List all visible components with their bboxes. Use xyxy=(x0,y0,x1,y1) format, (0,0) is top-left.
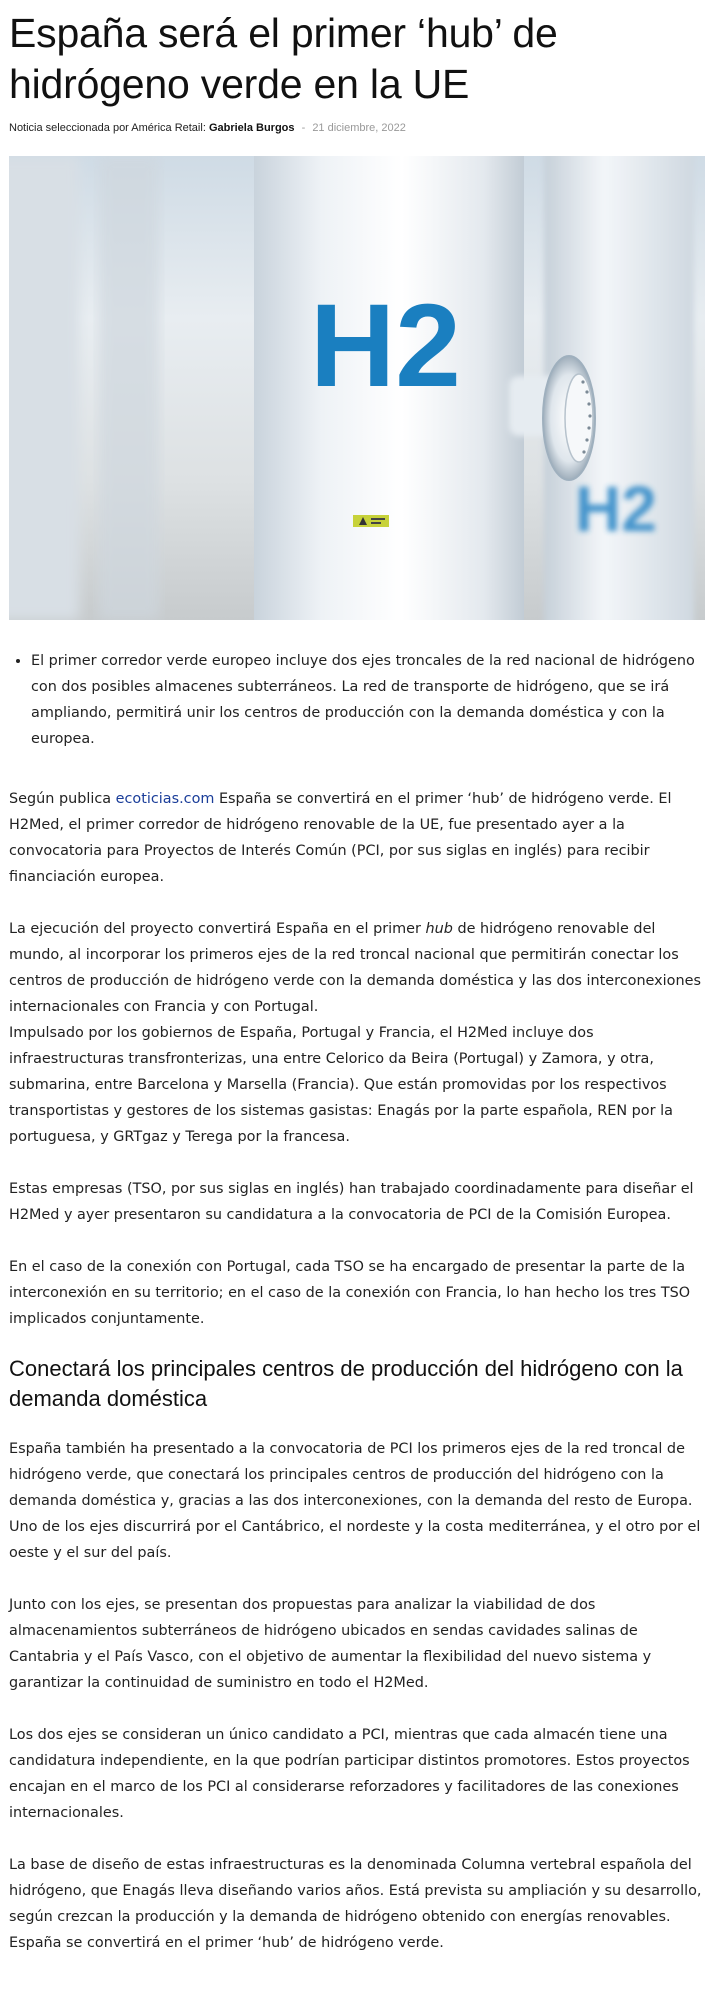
paragraph-2-pre: La ejecución del proyecto convertirá España en el primer xyxy=(9,921,426,937)
paragraph-2 xyxy=(9,916,704,1020)
paragraph-1-post: España se convertirá en el primer ‘hub’ de hidrógeno verde. El H2Med, el primer corredor de hidrógeno renovable de la UE, fue presentado ayer a la convocatoria para Proyectos de Interés Común (PCI, por sus siglas en inglés) para recibir financiación europea. xyxy=(9,791,672,885)
paragraph-3: Impulsado por los gobiernos de España, Portugal y Francia, el H2Med incluye dos infraestructuras transfronterizas, una entre Celorico da Beira (Portugal) y Zamora, y otra, submarina, entre Barcelona y Marsella (Francia). Que están promovidas por los respectivos transportistas y gestores de los sistemas gasistas: Enagás por la parte española, REN por la portuguesa, y GRTgaz y Terega por la francesa. xyxy=(9,1025,673,1145)
summary-bullet-list xyxy=(9,648,704,752)
publish-date: 21 diciembre, 2022 xyxy=(312,122,406,134)
meta-prefix: Noticia seleccionada por América Retail: xyxy=(9,122,206,134)
paragraph-1-pre: Según publica xyxy=(9,791,116,807)
h2-label-secondary: H2 xyxy=(575,473,657,545)
paragraph-1 xyxy=(9,786,704,890)
paragraph-6: España también ha presentado a la convocatoria de PCI los primeros ejes de la red troncal de hidrógeno verde, que conectará los principales centros de producción del hidrógeno con la demanda doméstica y, gracias a las dos interconexiones, con la demanda del resto de Europa. Uno de los ejes discurrirá por el Cantábrico, el nordeste y la costa mediterránea, y el otro por el oeste y el sur del país. xyxy=(9,1441,701,1561)
paragraph-8: Los dos ejes se consideran un único candidato a PCI, mientras que cada almacén tiene una candidatura independiente, en la que podrían participar distintos promotores. Estos proyectos encajan en el marco de los PCI al considerarse reforzadores y facilitadores de las conexiones internacionales. xyxy=(9,1727,690,1821)
meta-separator: - xyxy=(301,122,306,134)
ecoticias-link[interactable]: ecoticias.com xyxy=(115,791,215,807)
paragraph-5: En el caso de la conexión con Portugal, cada TSO se ha encargado de presentar la parte de la interconexión en su territorio; en el caso de la conexión con Francia, lo han hecho los tres TSO implicados conjuntamente. xyxy=(9,1259,691,1327)
paragraph-2-post: de hidrógeno renovable del mundo, al incorporar los primeros ejes de la red troncal nacional que permitirán conectar los centros de producción de hidrógeno verde con la demanda doméstica y las dos interconexiones internacionales con Francia y con Portugal. xyxy=(9,921,701,1015)
author-link[interactable]: Gabriela Burgos xyxy=(208,122,295,134)
summary-bullet: • El primer corredor verde europeo incluye dos ejes troncales de la red nacional de hidrógeno con dos posibles almacenes subterráneos. La red de transporte de hidrógeno, que se irá ampliando, permitirá unir los centros de producción con la demanda doméstica y con la europea. xyxy=(31,648,704,752)
article-title: España será el primer ‘hub’ de hidrógeno verde en la UE xyxy=(9,10,558,107)
paragraph-4: Estas empresas (TSO, por sus siglas en inglés) han trabajado coordinadamente para diseñar el H2Med y ayer presentaron su candidatura a la convocatoria de PCI de la Comisión Europea. xyxy=(9,1181,694,1223)
hydrogen-tanks-illustration xyxy=(9,156,705,620)
section-subheading: Conectará los principales centros de producción del hidrógeno con la demanda doméstica xyxy=(9,1356,683,1411)
paragraph-9: La base de diseño de estas infraestructuras es la denominada Columna vertebral española del hidrógeno, que Enagás lleva diseñando varios años. Está prevista su ampliación y su desarrollo, según crezcan la producción y la demanda de hidrógeno obtenido con energías renovables. España se convertirá en el primer ‘hub’ de hidrógeno verde. xyxy=(9,1857,702,1951)
paragraph-7: Junto con los ejes, se presentan dos propuestas para analizar la viabilidad de dos almacenamientos subterráneos de hidrógeno ubicados en sendas cavidades salinas de Cantabria y el País Vasco, con el objetivo de aumentar la flexibilidad del nuevo sistema y garantizar la continuidad de suministro en todo el H2Med. xyxy=(9,1597,652,1691)
warning-sticker xyxy=(353,515,389,527)
h2-label-main: H2 xyxy=(310,280,461,412)
article-meta xyxy=(9,120,704,136)
paragraph-2-emphasis: hub xyxy=(425,921,453,937)
hero-image xyxy=(9,156,705,620)
